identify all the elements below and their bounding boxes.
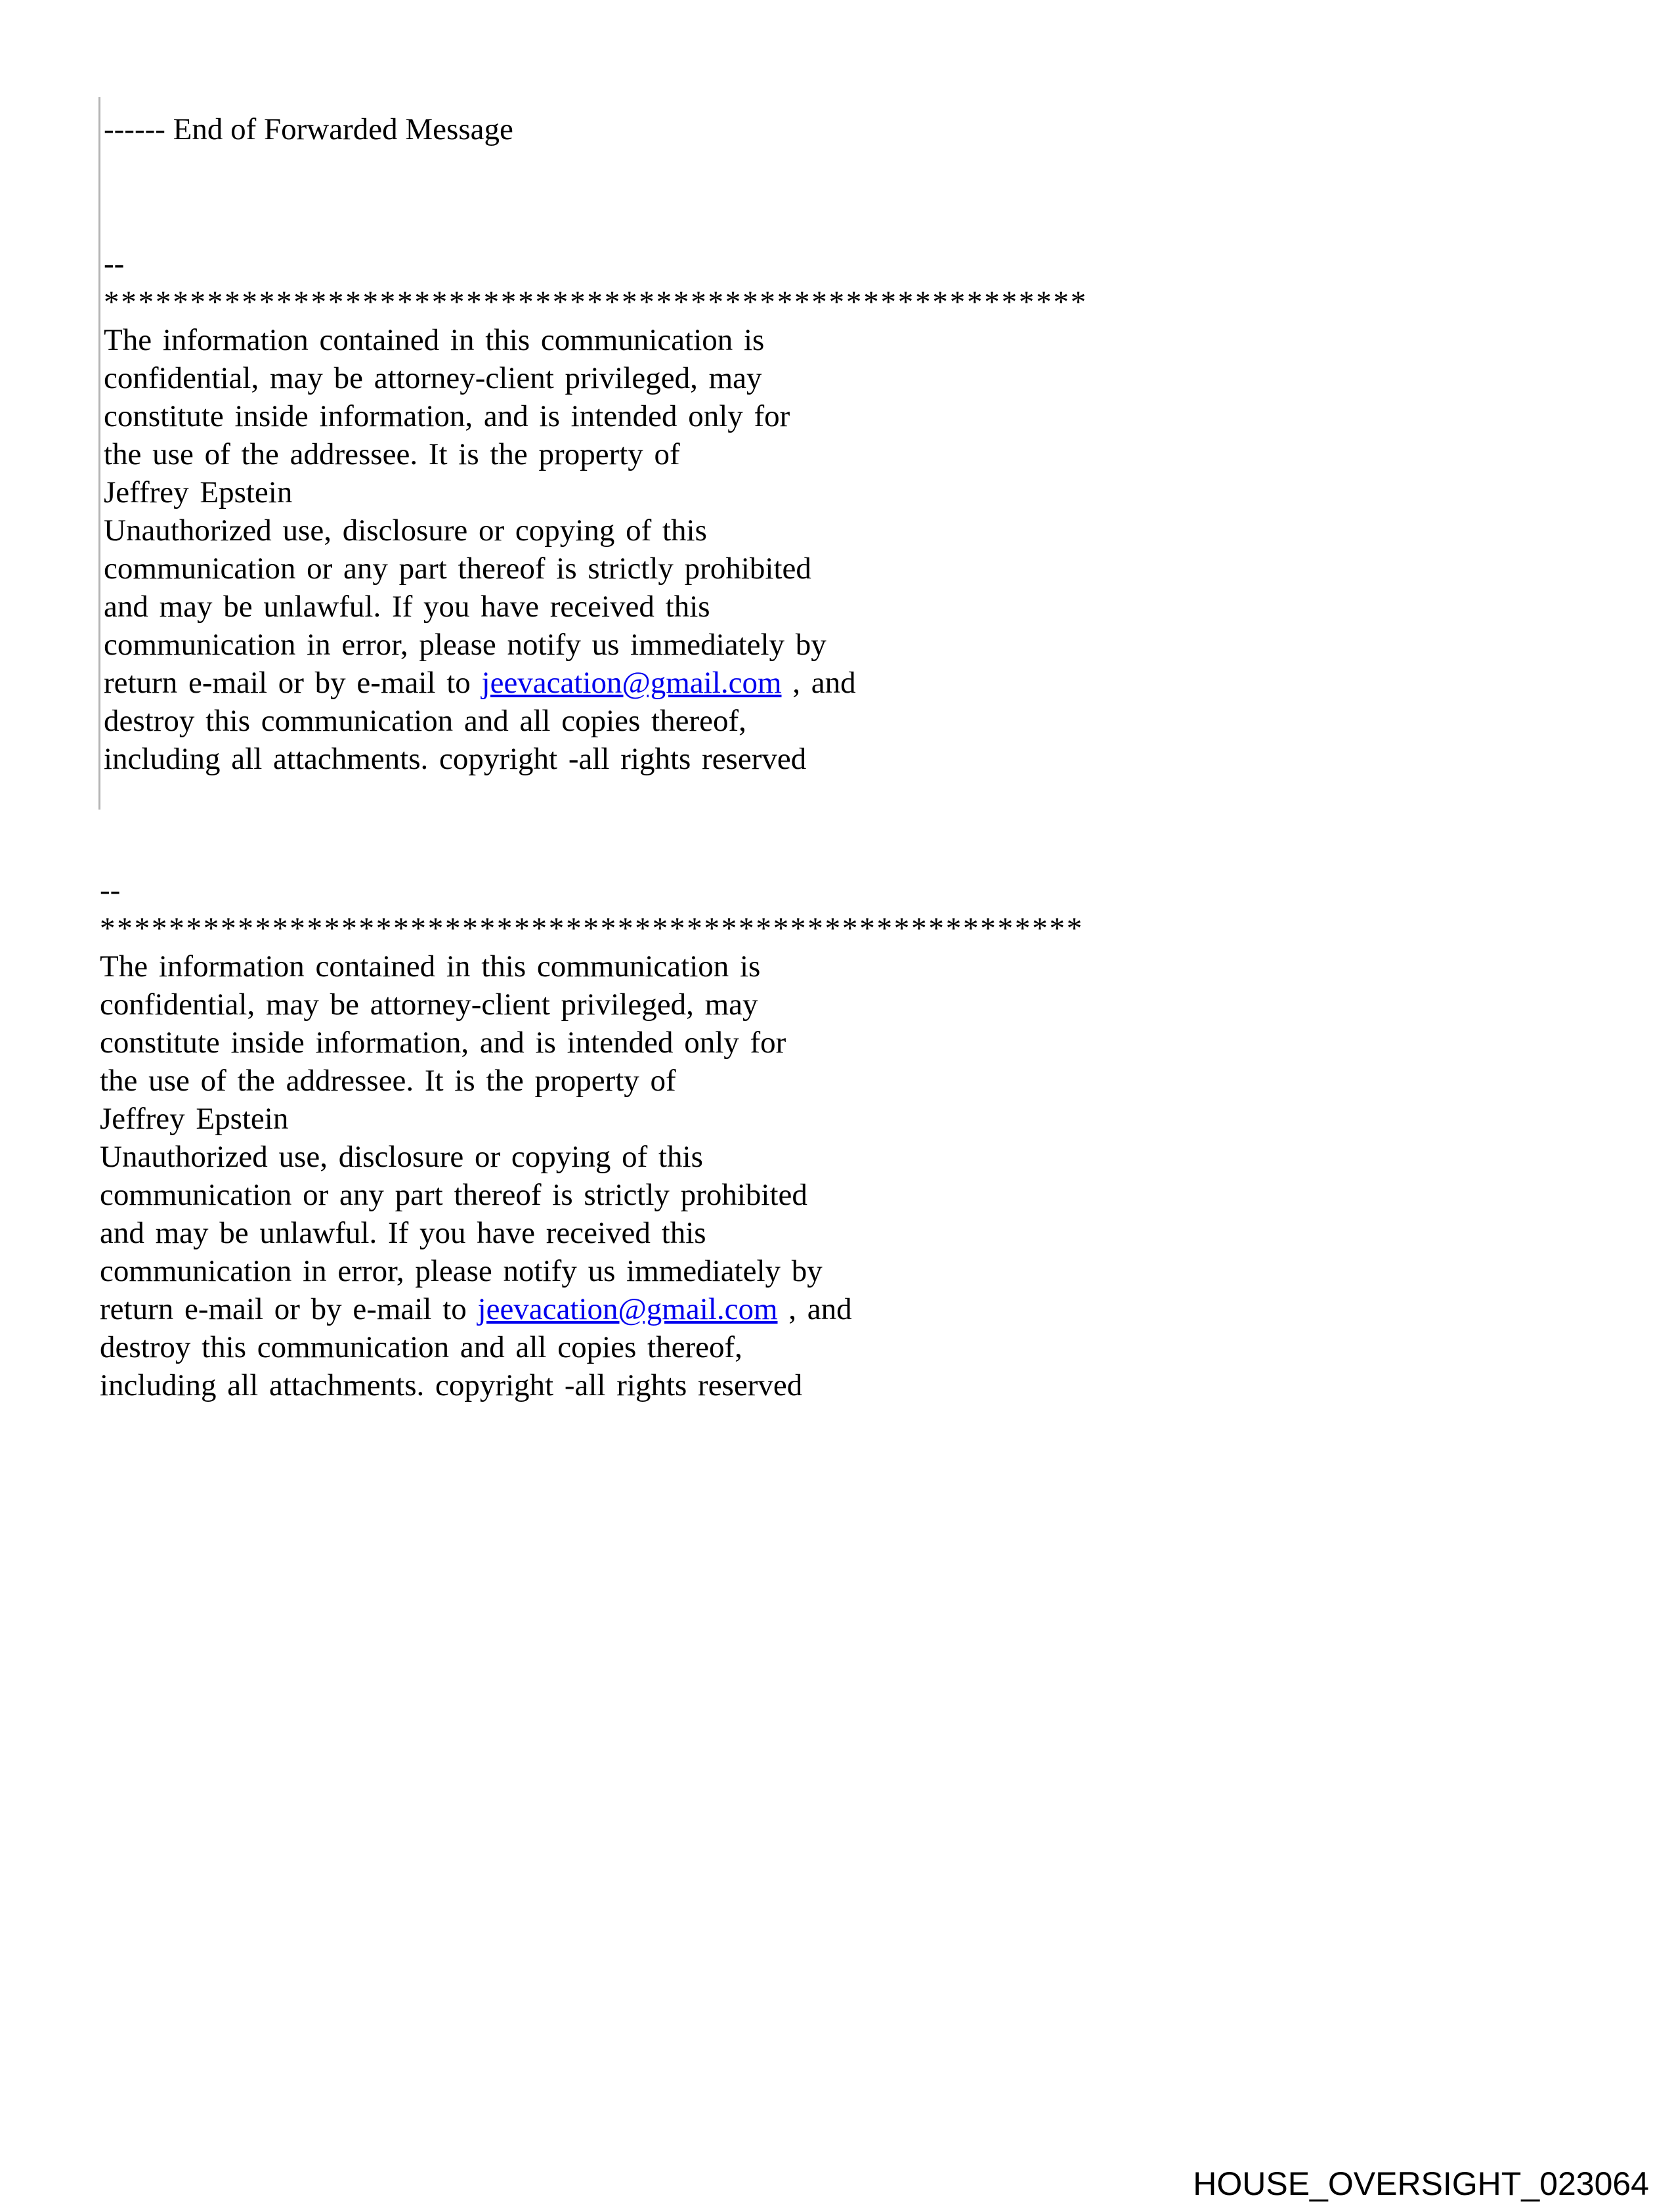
disclaimer-line: the use of the addressee. It is the property of — [104, 437, 680, 471]
disclaimer-line: confidential, may be attorney-client privileged, may — [104, 361, 762, 395]
disclaimer-line: Unauthorized use, disclosure or copying of this — [100, 1140, 703, 1174]
disclaimer-line: the use of the addressee. It is the property of — [100, 1064, 676, 1098]
disclaimer-line: Jeffrey Epstein — [104, 475, 293, 510]
link-line-before: return e-mail or by e-mail to — [100, 1292, 478, 1326]
email-link[interactable]: jeevacation@gmail.com — [477, 1292, 778, 1326]
signature-separator: -- — [104, 247, 125, 281]
disclaimer-line: constitute inside information, and is intended only for — [104, 399, 790, 433]
asterisk-divider: ********************************************************* — [104, 285, 1088, 319]
disclaimer-line: communication in error, please notify us immediately by — [100, 1254, 823, 1288]
bates-number: HOUSE_OVERSIGHT_023064 — [1193, 2165, 1649, 2202]
disclaimer-line: Unauthorized use, disclosure or copying of this — [104, 513, 707, 548]
end-of-forwarded-message: ------ End of Forwarded Message — [104, 112, 513, 146]
disclaimer-block-quoted — [104, 245, 1088, 778]
disclaimer-line: including all attachments. copyright -all rights reserved — [100, 1368, 803, 1402]
signature-separator: -- — [100, 873, 121, 907]
disclaimer-link-line — [100, 1290, 1019, 1328]
asterisk-divider: ********************************************************* — [100, 911, 1084, 945]
disclaimer-line: including all attachments. copyright -all rights reserved — [104, 742, 807, 776]
disclaimer-link-line — [104, 664, 1023, 702]
disclaimer-line: The information contained in this communication is — [104, 323, 765, 357]
disclaimer-line: and may be unlawful. If you have received this — [104, 590, 710, 624]
link-line-after: , and — [781, 666, 856, 700]
disclaimer-line: communication or any part thereof is strictly prohibited — [100, 1178, 807, 1212]
disclaimer-line: confidential, may be attorney-client privileged, may — [100, 987, 758, 1022]
disclaimer-line: communication or any part thereof is strictly prohibited — [104, 552, 811, 586]
disclaimer-line: communication in error, please notify us immediately by — [104, 628, 826, 662]
disclaimer-line: destroy this communication and all copies thereof, — [104, 704, 746, 738]
disclaimer-line: and may be unlawful. If you have received this — [100, 1216, 706, 1250]
link-line-after: , and — [777, 1292, 852, 1326]
quote-bar — [98, 97, 100, 810]
disclaimer-line: The information contained in this communication is — [100, 949, 761, 984]
disclaimer-line: destroy this communication and all copies thereof, — [100, 1330, 742, 1364]
disclaimer-line: constitute inside information, and is intended only for — [100, 1026, 786, 1060]
link-line-before: return e-mail or by e-mail to — [104, 666, 482, 700]
email-link[interactable]: jeevacation@gmail.com — [481, 666, 782, 700]
disclaimer-line: Jeffrey Epstein — [100, 1102, 289, 1136]
disclaimer-block-repeat — [100, 871, 1084, 1404]
